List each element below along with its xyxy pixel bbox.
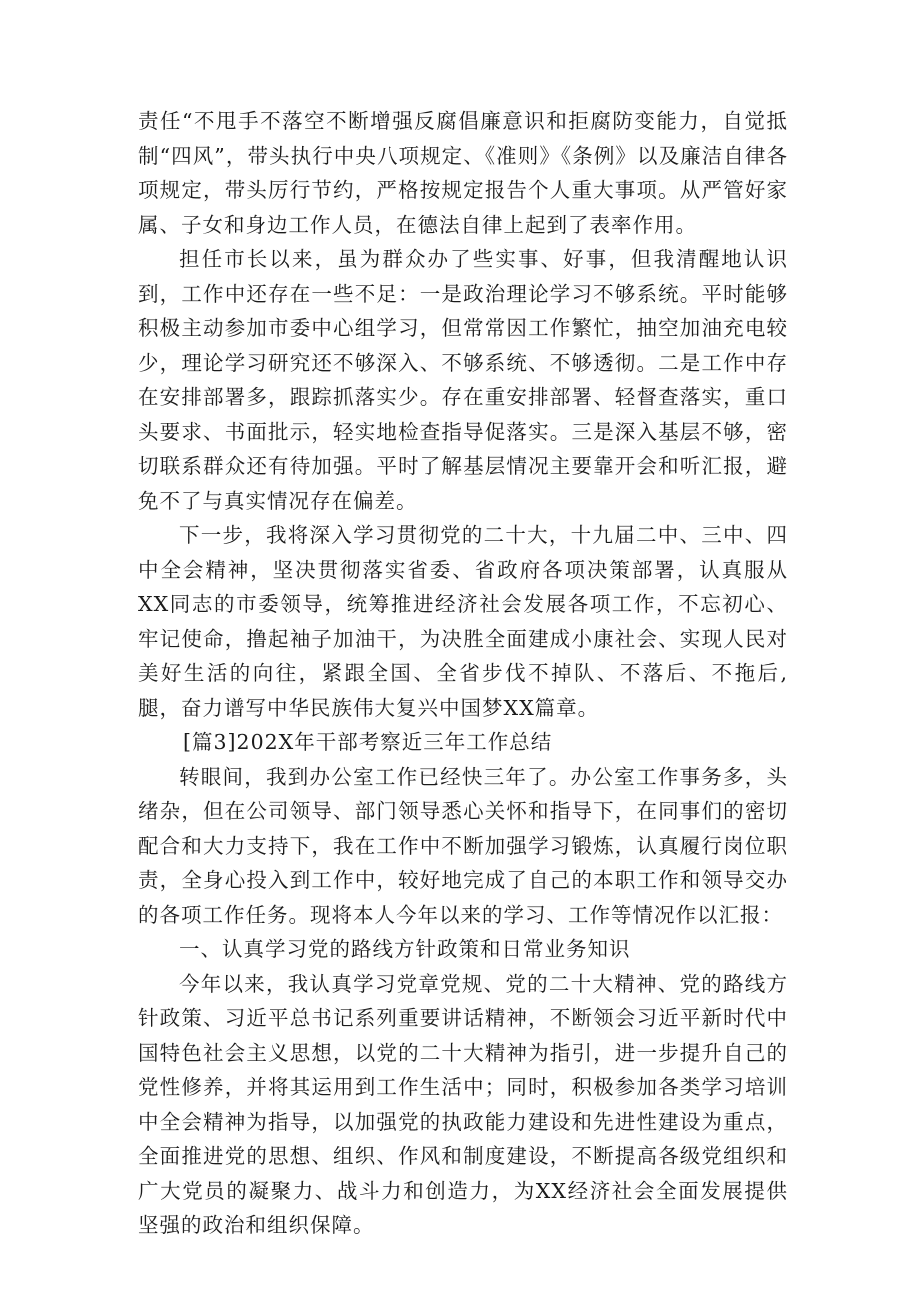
paragraph-5: 今年以来，我认真学习党章党规、党的二十大精神、党的路线方针政策、习近平总书记系列重要讲话精神，不断领会习近平新时代中国特色社会主义思想，以党的二十大精神为指引，进一步提升自己的党性修养，并将其运用到工作生活中；同时，积极参加各类学习培训中全会精神为指导，以加强党的执政能力建设和先进性建设为重点，全面推进党的思想、组织、作风和制度建设，不断提高各级党组织和广大党员的凝聚力、战斗力和创造力，为XX经济社会全面发展提供坚强的政治和组织保障。 — [138, 971, 788, 1237]
paragraph-3: 下一步，我将深入学习贯彻党的二十大，十九届二中、三中、四中全会精神，坚决贯彻落实省委、省政府各项决策部署，认真服从XX同志的市委领导，统筹推进经济社会发展各项工作，不忘初心、牢记使命，撸起袖子加油干，为决胜全面建成小康社会、实现人民对美好生活的向往，紧跟全国、全省步伐不掉队、不落后、不拖后,腿，奋力谱写中华民族伟大复兴中国梦XX篇章。 — [138, 523, 788, 720]
paragraph-4: 转眼间，我到办公室工作已经快三年了。办公室工作事务多，头绪杂，但在公司领导、部门领导悉心关怀和指导下，在同事们的密切配合和大力支持下，我在工作中不断加强学习锻炼，认真履行岗位职责，全身心投入到工作中，较好地完成了自己的本职工作和领导交办的各项工作任务。现将本人今年以来的学习、工作等情况作以汇报： — [138, 764, 788, 927]
document-body — [138, 104, 788, 1243]
section-heading: [篇3]202X年干部考察近三年工作总结 — [183, 730, 553, 754]
subheading: 一、认真学习党的路线方针政策和日常业务知识 — [179, 937, 631, 961]
paragraph-2: 担任市长以来，虽为群众办了些实事、好事，但我清醒地认识到，工作中还存在一些不足：一是政治理论学习不够系统。平时能够积极主动参加市委中心组学习，但常常因工作繁忙，抽空加油充电较少，理论学习研究还不够深入、不够系统、不够透彻。二是工作中存在安排部署多，跟踪抓落实少。存在重安排部署、轻督查落实，重口头要求、书面批示，轻实地检查指导促落实。三是深入基层不够，密切联系群众还有待加强。平时了解基层情况主要靠开会和听汇报，避免不了与真实情况存在偏差。 — [138, 247, 788, 513]
paragraph-1-continuation: 责任“不甩手不落空不断增强反腐倡廉意识和拒腐防变能力，自觉抵制“四风”，带头执行中央八项规定、《准则》《条例》以及廉洁自律各项规定，带头厉行节约，严格按规定报告个人重大事项。从严管好家属、子女和身边工作人员，在德法自律上起到了表率作用。 — [138, 109, 788, 237]
